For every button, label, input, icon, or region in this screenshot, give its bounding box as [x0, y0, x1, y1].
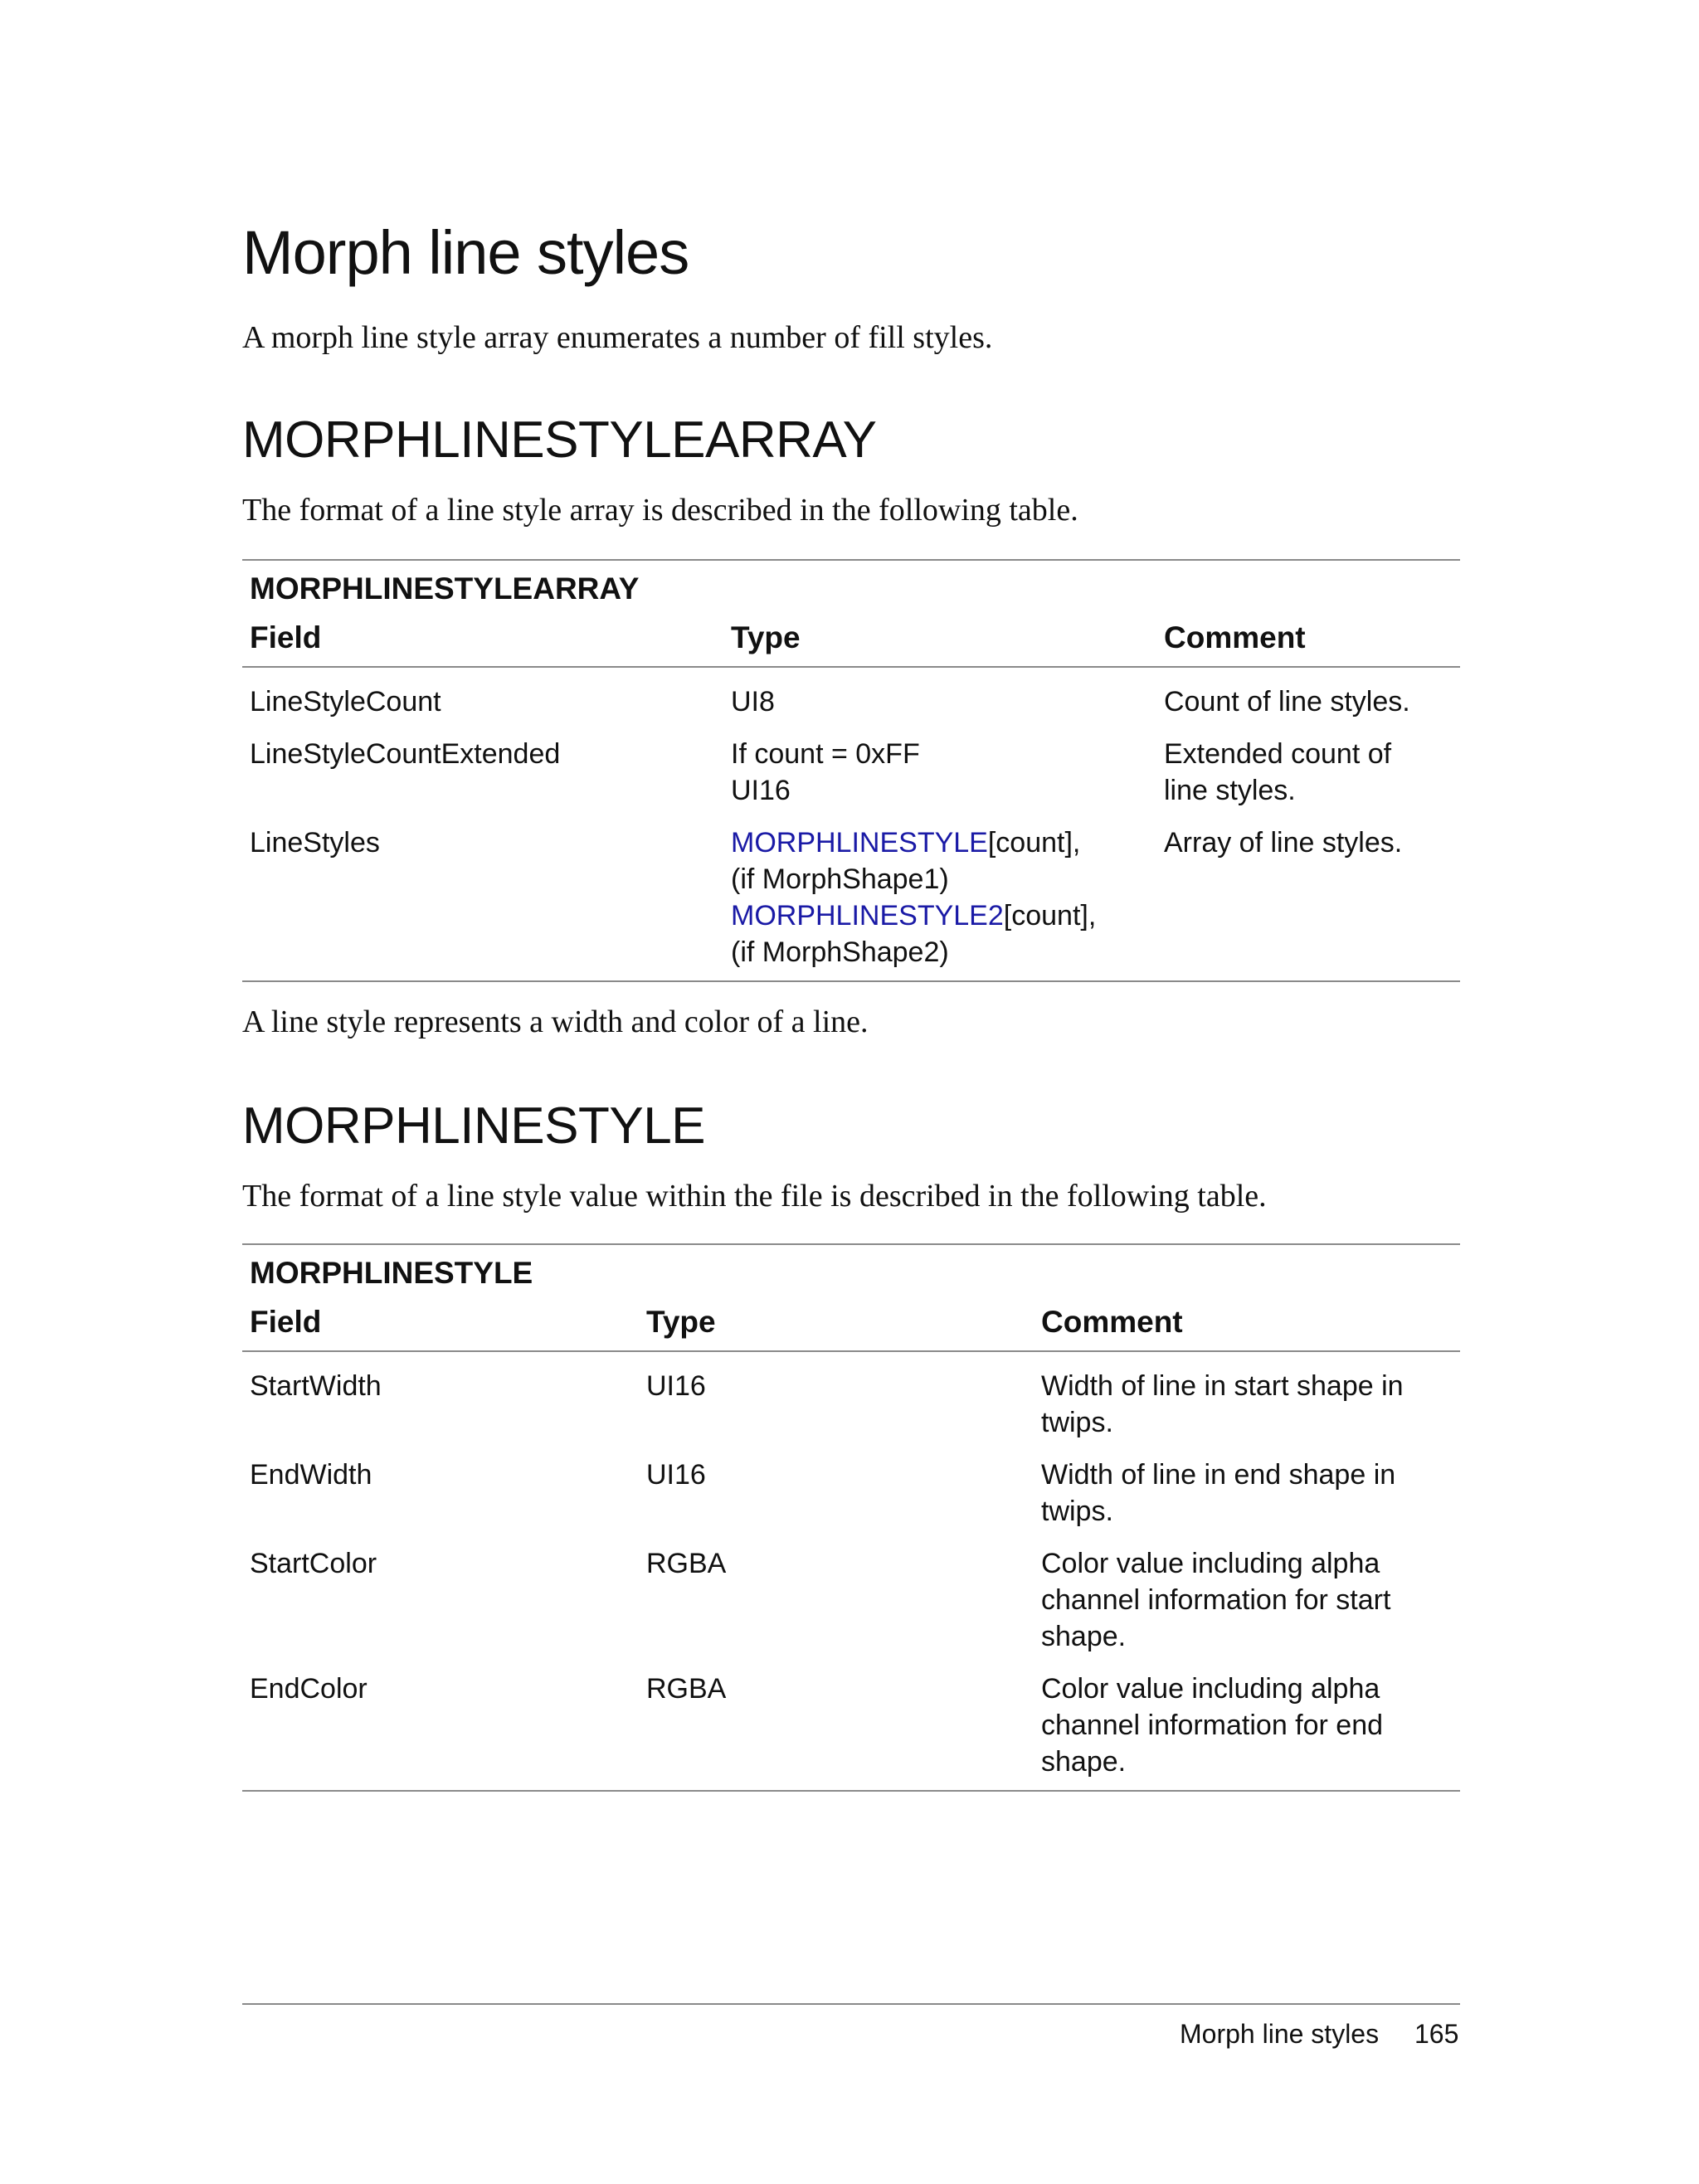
type-cell	[723, 824, 1156, 970]
type-cell	[723, 683, 1156, 720]
section-heading-morphlinestylearray: MORPHLINESTYLEARRAY	[242, 411, 877, 469]
table-row	[242, 1352, 1460, 1441]
type-cell: UI16	[646, 1370, 706, 1402]
type-cell: UI16	[646, 1459, 706, 1491]
page-title: Morph line styles	[242, 218, 689, 287]
table-header-row	[242, 1294, 1460, 1352]
morphlinestylearray-table	[242, 559, 1460, 982]
table-caption: MORPHLINESTYLEARRAY	[250, 572, 640, 606]
field-cell: StartColor	[250, 1548, 377, 1579]
table-row	[242, 809, 1460, 980]
table-header-row	[242, 610, 1460, 668]
comment-cell	[1034, 1457, 1460, 1530]
type-line: (if MorphShape1)	[731, 863, 949, 895]
comment-line: Color value including alpha	[1041, 1673, 1380, 1705]
table-row	[242, 1655, 1460, 1790]
field-cell: LineStyles	[250, 827, 380, 859]
comment-line: Extended count of	[1164, 738, 1392, 770]
column-header-field: Field	[250, 620, 322, 654]
type-cell: RGBA	[646, 1548, 727, 1579]
table-row	[242, 720, 1460, 809]
page-number: 165	[1414, 2019, 1459, 2049]
section-heading-morphlinestyle: MORPHLINESTYLE	[242, 1097, 706, 1155]
comment-cell	[1034, 1671, 1460, 1780]
column-header-type: Type	[731, 620, 801, 654]
type-cell: RGBA	[646, 1673, 727, 1705]
comment-cell	[1156, 824, 1460, 970]
type-line: (if MorphShape2)	[731, 936, 949, 968]
comment-line: Color value including alpha	[1041, 1548, 1380, 1579]
morphlinestyle2-link[interactable]: MORPHLINESTYLE2	[731, 900, 1004, 931]
column-header-comment: Comment	[1041, 1305, 1183, 1339]
type-line: If count = 0xFF	[731, 738, 920, 770]
comment-line: Array of line styles.	[1164, 827, 1403, 859]
comment-line: line styles.	[1164, 775, 1296, 806]
type-line: UI16	[731, 775, 791, 806]
column-header-field: Field	[250, 1305, 322, 1339]
type-line	[731, 897, 1156, 934]
intro-paragraph: A morph line style array enumerates a number of fill styles.	[242, 320, 993, 355]
type-line	[731, 824, 1156, 861]
type-suffix: [count],	[1003, 900, 1097, 931]
table-caption: MORPHLINESTYLE	[250, 1256, 533, 1290]
comment-line: shape.	[1041, 1746, 1127, 1778]
type-line: UI8	[731, 686, 775, 717]
morphlinestyle-link[interactable]: MORPHLINESTYLE	[731, 827, 988, 859]
comment-cell	[1156, 683, 1460, 720]
comment-line: channel information for start	[1041, 1584, 1391, 1616]
morphlinestyle-table	[242, 1243, 1460, 1792]
table-row	[242, 1530, 1460, 1655]
comment-cell	[1034, 1545, 1460, 1655]
comment-line: twips.	[1041, 1496, 1113, 1527]
comment-cell	[1034, 1368, 1460, 1441]
field-cell: EndColor	[250, 1673, 368, 1705]
field-cell: LineStyleCountExtended	[250, 738, 561, 770]
table-row	[242, 668, 1460, 720]
type-suffix: [count],	[987, 827, 1081, 859]
section-description-morphlinestylearray: The format of a line style array is described in the following table.	[242, 493, 1078, 528]
column-header-type: Type	[646, 1305, 716, 1339]
comment-cell	[1156, 736, 1460, 809]
comment-line: Count of line styles.	[1164, 686, 1410, 717]
comment-line: twips.	[1041, 1407, 1113, 1438]
comment-line: channel information for end	[1041, 1710, 1384, 1741]
field-cell: LineStyleCount	[250, 686, 441, 717]
footer-section-title: Morph line styles	[1180, 2019, 1380, 2049]
type-cell	[723, 736, 1156, 809]
field-cell: StartWidth	[250, 1370, 382, 1402]
comment-line: shape.	[1041, 1621, 1127, 1652]
footer-rule	[242, 2003, 1460, 2005]
field-cell: EndWidth	[250, 1459, 372, 1491]
line-style-note: A line style represents a width and color of a line.	[242, 1004, 869, 1039]
comment-line: Width of line in end shape in	[1041, 1459, 1396, 1491]
table-row	[242, 1441, 1460, 1530]
section-description-morphlinestyle: The format of a line style value within the file is described in the following table.	[242, 1179, 1267, 1214]
comment-line: Width of line in start shape in	[1041, 1370, 1404, 1402]
column-header-comment: Comment	[1164, 620, 1306, 654]
